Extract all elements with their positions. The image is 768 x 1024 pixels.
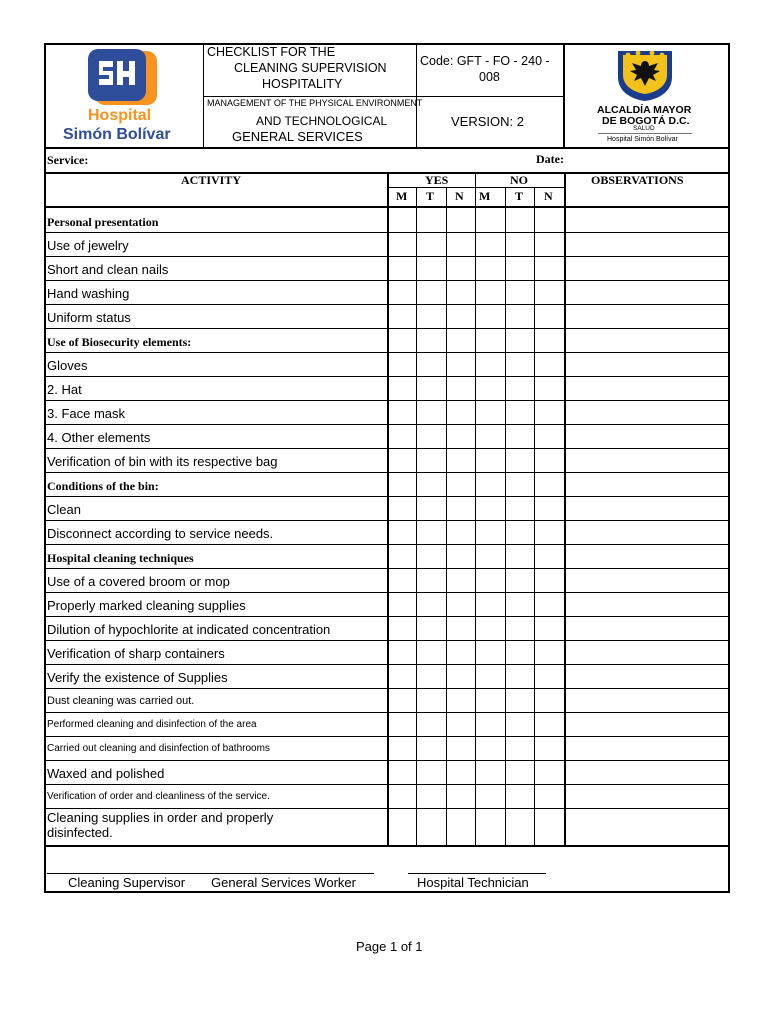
checkbox-cell[interactable] [535,809,564,841]
checkbox-cell[interactable] [417,257,446,280]
hospital-name-line1: Hospital [88,107,152,124]
checkbox-cell[interactable] [535,377,564,400]
observation-cell[interactable] [566,305,728,328]
checkbox-cell[interactable] [535,209,564,232]
code-line2: 008 [479,70,500,84]
checkbox-cell[interactable] [417,521,446,544]
checkbox-cell[interactable] [447,665,475,688]
checkbox-cell[interactable] [447,425,475,448]
checkbox-cell[interactable] [506,521,534,544]
checkbox-cell[interactable] [476,593,505,616]
observation-cell[interactable] [566,569,728,592]
checkbox-cell[interactable] [506,617,534,640]
checkbox-cell[interactable] [476,689,505,712]
observation-cell[interactable] [566,521,728,544]
checkbox-cell[interactable] [506,593,534,616]
alcaldia-line1: ALCALDÍA MAYOR [597,104,692,116]
checkbox-cell[interactable] [476,737,505,760]
checkbox-cell[interactable] [417,305,446,328]
checkbox-cell[interactable] [476,353,505,376]
checkbox-cell[interactable] [417,809,446,841]
checkbox-cell[interactable] [417,281,446,304]
header-bottom-border [44,147,730,149]
signature-line-left [47,873,374,874]
checkbox-cell[interactable] [417,665,446,688]
checkbox-cell[interactable] [417,473,446,496]
observation-cell[interactable] [566,737,728,760]
checkbox-cell[interactable] [476,617,505,640]
checkbox-cell[interactable] [476,233,505,256]
checkbox-cell[interactable] [388,761,416,784]
header-mid-divider [203,96,564,97]
checkbox-cell[interactable] [388,401,416,424]
sig-worker: General Services Worker [211,875,356,890]
checkbox-cell[interactable] [506,377,534,400]
checklist-item-label: Disconnect according to service needs. [47,526,274,541]
shift-label: N [544,189,553,203]
checkbox-cell[interactable] [417,737,446,760]
checkbox-cell[interactable] [506,233,534,256]
checkbox-cell[interactable] [417,761,446,784]
shift-label: N [455,189,464,203]
checklist-item-label: Waxed and polished [47,766,165,781]
checkbox-cell[interactable] [447,545,475,568]
checkbox-cell[interactable] [447,617,475,640]
checkbox-cell[interactable] [535,689,564,712]
observation-cell[interactable] [566,713,728,736]
observation-cell[interactable] [566,353,728,376]
checkbox-cell[interactable] [417,785,446,808]
checkbox-cell[interactable] [447,641,475,664]
checkbox-cell[interactable] [476,425,505,448]
checkbox-cell[interactable] [476,545,505,568]
checkbox-cell[interactable] [388,257,416,280]
observation-cell[interactable] [566,425,728,448]
checkbox-cell[interactable] [417,713,446,736]
col-yes: YES [425,173,449,187]
checkbox-cell[interactable] [506,545,534,568]
observation-cell[interactable] [566,809,728,841]
checkbox-cell[interactable] [535,737,564,760]
observation-cell[interactable] [566,641,728,664]
signature-line-right [408,873,546,874]
checkbox-cell[interactable] [388,497,416,520]
header-divider-2 [416,43,417,147]
section-heading: Use of Biosecurity elements: [47,335,192,349]
checkbox-cell[interactable] [476,305,505,328]
checkbox-cell[interactable] [388,641,416,664]
checkbox-cell[interactable] [476,569,505,592]
code-line1: Code: GFT - FO - 240 - [420,54,550,68]
checkbox-cell[interactable] [535,545,564,568]
checkbox-cell[interactable] [417,401,446,424]
checkbox-cell[interactable] [447,521,475,544]
checkbox-cell[interactable] [388,329,416,352]
checkbox-cell[interactable] [388,377,416,400]
checkbox-cell[interactable] [476,641,505,664]
checklist-item-label: 4. Other elements [47,430,151,445]
checkbox-cell[interactable] [417,569,446,592]
shift-label: T [426,189,435,203]
shift-label: M [396,189,408,203]
shift-label: M [479,189,491,203]
dept-line2: AND TECHNOLOGICAL [256,114,388,128]
checkbox-cell[interactable] [447,689,475,712]
dept-line3: GENERAL SERVICES [232,129,363,144]
version-label: VERSION: 2 [451,114,524,129]
observation-cell[interactable] [566,545,728,568]
checkbox-cell[interactable] [447,257,475,280]
checkbox-cell[interactable] [417,689,446,712]
checkbox-cell[interactable] [476,713,505,736]
alcaldia-line3: SALUD [633,125,655,132]
checkbox-cell[interactable] [447,401,475,424]
checkbox-cell[interactable] [476,209,505,232]
checkbox-cell[interactable] [476,761,505,784]
section-heading: Hospital cleaning techniques [47,551,194,565]
observation-cell[interactable] [566,593,728,616]
dept-line1: MANAGEMENT OF THE PHYSICAL ENVIRONMENT [207,98,423,108]
hospital-logo-icon [85,47,160,109]
checkbox-cell[interactable] [447,209,475,232]
checkbox-cell[interactable] [447,809,475,841]
alcaldia-line4: Hospital Simón Bolívar [607,136,678,143]
checklist-item-label: Verification of bin with its respective bag [47,454,278,469]
checkbox-cell[interactable] [447,761,475,784]
checkbox-cell[interactable] [417,353,446,376]
checkbox-cell[interactable] [506,713,534,736]
checkbox-cell[interactable] [506,305,534,328]
checkbox-cell[interactable] [476,377,505,400]
checkbox-cell[interactable] [535,665,564,688]
checklist-item-label-line2: disinfected. [47,825,113,840]
shift-label: T [515,189,524,203]
checkbox-cell[interactable] [417,449,446,472]
checkbox-cell[interactable] [476,401,505,424]
checkbox-cell[interactable] [506,665,534,688]
checkbox-cell[interactable] [535,281,564,304]
checkbox-cell[interactable] [476,281,505,304]
section-heading: Personal presentation [47,215,159,229]
hospital-name-line2: Simón Bolívar [63,126,171,143]
checkbox-cell[interactable] [535,521,564,544]
checkbox-cell[interactable] [388,353,416,376]
checklist-item-label: Uniform status [47,310,131,325]
checklist-item-label [47,811,273,839]
checkbox-cell[interactable] [535,401,564,424]
title-line1: CHECKLIST FOR THE [207,45,336,59]
checklist-item-label: Use of a covered broom or mop [47,574,230,589]
checkbox-cell[interactable] [476,449,505,472]
observation-cell[interactable] [566,785,728,808]
checkbox-cell[interactable] [535,329,564,352]
checkbox-cell[interactable] [417,377,446,400]
checklist-item-label: Gloves [47,358,88,373]
checkbox-cell[interactable] [388,425,416,448]
checkbox-cell[interactable] [388,689,416,712]
checkbox-cell[interactable] [476,785,505,808]
checkbox-cell[interactable] [388,569,416,592]
checkbox-cell[interactable] [447,281,475,304]
checkbox-cell[interactable] [506,497,534,520]
checkbox-cell[interactable] [388,233,416,256]
checkbox-cell[interactable] [535,233,564,256]
checkbox-cell[interactable] [447,713,475,736]
checkbox-cell[interactable] [476,809,505,841]
checkbox-cell[interactable] [506,569,534,592]
checkbox-cell[interactable] [535,305,564,328]
service-label: Service: [47,153,89,167]
checkbox-cell[interactable] [388,809,416,841]
signature-top-border [44,845,730,847]
checkbox-cell[interactable] [476,497,505,520]
checkbox-cell[interactable] [388,281,416,304]
checkbox-cell[interactable] [476,665,505,688]
checklist-item-label: Short and clean nails [47,262,169,277]
checkbox-cell[interactable] [476,473,505,496]
checkbox-cell[interactable] [506,761,534,784]
checkbox-cell[interactable] [535,257,564,280]
checkbox-cell[interactable] [506,401,534,424]
checkbox-cell[interactable] [506,329,534,352]
checkbox-cell[interactable] [388,209,416,232]
checkbox-cell[interactable] [417,641,446,664]
checkbox-cell[interactable] [417,233,446,256]
checkbox-cell[interactable] [476,329,505,352]
checkbox-cell[interactable] [506,353,534,376]
checkbox-cell[interactable] [506,737,534,760]
checkbox-cell[interactable] [388,473,416,496]
observation-cell[interactable] [566,257,728,280]
observation-cell[interactable] [566,617,728,640]
sig-technician: Hospital Technician [417,875,529,890]
section-heading: Conditions of the bin: [47,479,159,493]
checkbox-cell[interactable] [535,449,564,472]
col-no: NO [510,173,528,187]
checkbox-cell[interactable] [506,449,534,472]
checkbox-cell[interactable] [417,593,446,616]
checklist-item-label: Carried out cleaning and disinfection of bathrooms [47,743,270,754]
observation-cell[interactable] [566,281,728,304]
observation-cell[interactable] [566,497,728,520]
checklist-item-label: Verify the existence of Supplies [47,670,228,685]
observation-cell[interactable] [566,689,728,712]
checklist-item-label: 2. Hat [47,382,82,397]
checkbox-cell[interactable] [535,497,564,520]
checkbox-cell[interactable] [506,281,534,304]
checklist-item-label: Performed cleaning and disinfection of the area [47,719,257,730]
checkbox-cell[interactable] [535,473,564,496]
checkbox-cell[interactable] [417,209,446,232]
checkbox-cell[interactable] [388,593,416,616]
checkbox-cell[interactable] [447,569,475,592]
checkbox-cell[interactable] [447,353,475,376]
checkbox-cell[interactable] [535,617,564,640]
title-line3: HOSPITALITY [262,77,343,91]
sig-supervisor: Cleaning Supervisor [68,875,186,890]
checklist-item-label: Hand washing [47,286,130,301]
checkbox-cell[interactable] [417,617,446,640]
observation-cell[interactable] [566,377,728,400]
col-observations: OBSERVATIONS [591,173,684,187]
checklist-item-label: Dilution of hypochlorite at indicated concentration [47,622,331,637]
checklist-item-label: Verification of order and cleanliness of the service. [47,791,270,802]
checklist-item-label: 3. Face mask [47,406,126,421]
checkbox-cell[interactable] [535,785,564,808]
checkbox-cell[interactable] [417,329,446,352]
checkbox-cell[interactable] [535,761,564,784]
observation-cell[interactable] [566,401,728,424]
checkbox-cell[interactable] [506,689,534,712]
checkbox-cell[interactable] [535,641,564,664]
checkbox-cell[interactable] [388,617,416,640]
observation-cell[interactable] [566,761,728,784]
checklist-item-label: Use of jewelry [47,238,129,253]
checkbox-cell[interactable] [506,209,534,232]
col-activity: ACTIVITY [181,173,242,187]
checkbox-cell[interactable] [388,785,416,808]
checkbox-cell[interactable] [447,233,475,256]
hospital-logo [85,47,160,109]
alcaldia-line2: DE BOGOTÁ D.C. [602,115,690,127]
checklist-item-label: Properly marked cleaning supplies [47,598,246,613]
checkbox-cell[interactable] [447,497,475,520]
checkbox-cell[interactable] [417,425,446,448]
checkbox-cell[interactable] [417,497,446,520]
checkbox-cell[interactable] [447,473,475,496]
observation-cell[interactable] [566,233,728,256]
checkbox-cell[interactable] [388,713,416,736]
checkbox-cell[interactable] [447,737,475,760]
checklist-item-label: Clean [47,502,81,517]
checkbox-cell[interactable] [506,641,534,664]
checkbox-cell[interactable] [388,305,416,328]
coat-of-arms-icon [614,47,676,103]
alcaldia-divider [598,133,692,134]
checkbox-cell[interactable] [535,353,564,376]
checkbox-cell[interactable] [388,665,416,688]
alcaldia-logo [614,47,676,103]
checkbox-cell[interactable] [506,785,534,808]
checkbox-cell[interactable] [535,713,564,736]
checkbox-cell[interactable] [447,305,475,328]
checkbox-cell[interactable] [476,521,505,544]
checklist-item-label: Dust cleaning was carried out. [47,695,195,707]
checkbox-cell[interactable] [447,785,475,808]
checkbox-cell[interactable] [535,569,564,592]
page-number: Page 1 of 1 [356,939,423,954]
header-divider-1 [203,43,204,147]
checkbox-cell[interactable] [388,545,416,568]
checkbox-cell[interactable] [506,809,534,841]
checkbox-cell[interactable] [506,473,534,496]
observation-cell[interactable] [566,473,728,496]
checkbox-cell[interactable] [506,425,534,448]
checkbox-cell[interactable] [476,257,505,280]
checkbox-cell[interactable] [447,377,475,400]
observation-cell[interactable] [566,665,728,688]
checkbox-cell[interactable] [388,449,416,472]
title-line2: CLEANING SUPERVISION [234,61,387,75]
checkbox-cell[interactable] [447,449,475,472]
date-label: Date: [536,152,564,166]
checkbox-cell[interactable] [447,593,475,616]
checkbox-cell[interactable] [506,257,534,280]
observation-cell[interactable] [566,449,728,472]
checklist-item-label: Verification of sharp containers [47,646,225,661]
checklist-item-label-line1: Cleaning supplies in order and properly [47,810,274,825]
header-divider-3 [563,43,565,147]
observation-cell[interactable] [566,329,728,352]
checkbox-cell[interactable] [388,737,416,760]
checkbox-cell[interactable] [535,425,564,448]
checkbox-cell[interactable] [417,545,446,568]
observation-cell[interactable] [566,209,728,232]
checkbox-cell[interactable] [535,593,564,616]
checkbox-cell[interactable] [388,521,416,544]
checkbox-cell[interactable] [447,329,475,352]
